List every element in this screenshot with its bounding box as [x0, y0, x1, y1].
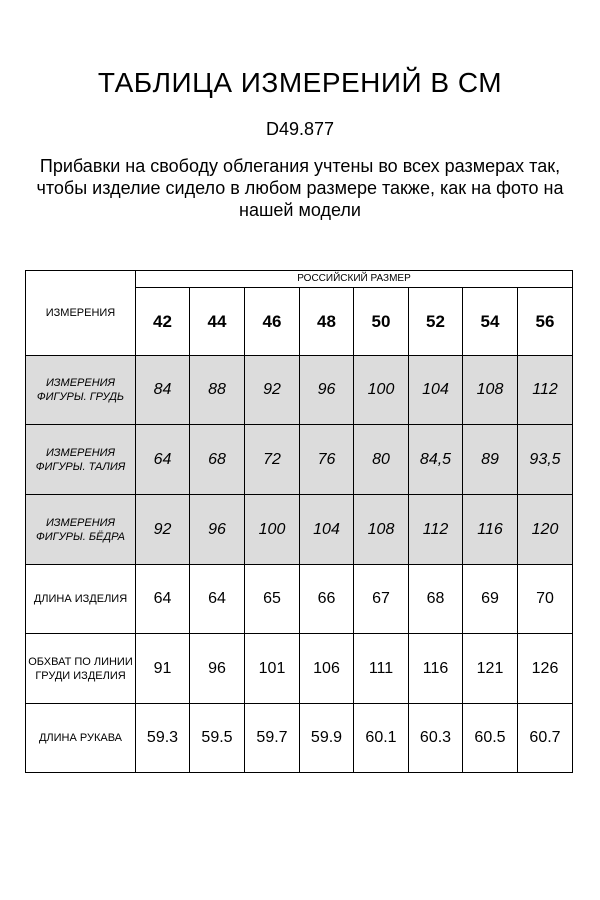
table-cell: 59.7: [245, 704, 300, 773]
table-cell: 100: [245, 495, 300, 565]
table-cell: 93,5: [518, 425, 573, 495]
size-header: 50: [354, 288, 409, 356]
table-cell: 121: [463, 634, 518, 704]
table-cell: 84,5: [409, 425, 463, 495]
size-header: 46: [245, 288, 300, 356]
size-header: 42: [136, 288, 190, 356]
size-header: 52: [409, 288, 463, 356]
table-cell: 116: [463, 495, 518, 565]
table-cell: 65: [245, 565, 300, 634]
table-cell: 76: [300, 425, 354, 495]
table-cell: 59.3: [136, 704, 190, 773]
table-cell: 88: [190, 356, 245, 425]
size-header: 44: [190, 288, 245, 356]
table-cell: 66: [300, 565, 354, 634]
table-cell: 59.9: [300, 704, 354, 773]
table-row: [26, 495, 573, 565]
table-cell: 111: [354, 634, 409, 704]
table-cell: 60.5: [463, 704, 518, 773]
table-cell: 92: [245, 356, 300, 425]
row-label: ОБХВАТ ПО ЛИНИИ ГРУДИ ИЗДЕЛИЯ: [26, 634, 136, 704]
table-cell: 106: [300, 634, 354, 704]
table-cell: 60.7: [518, 704, 573, 773]
table-cell: 96: [300, 356, 354, 425]
table-cell: 60.3: [409, 704, 463, 773]
table-cell: 69: [463, 565, 518, 634]
table-cell: 68: [190, 425, 245, 495]
table-cell: 96: [190, 634, 245, 704]
size-group-header: РОССИЙСКИЙ РАЗМЕР: [136, 271, 573, 288]
table-cell: 70: [518, 565, 573, 634]
table-cell: 101: [245, 634, 300, 704]
row-label: ИЗМЕРЕНИЯ ФИГУРЫ. ТАЛИЯ: [26, 425, 136, 495]
article-number: D49.877: [265, 119, 335, 139]
table-cell: 64: [136, 425, 190, 495]
row-label: ДЛИНА ИЗДЕЛИЯ: [26, 565, 136, 634]
fit-note: Прибавки на свободу облегания учтены во всех размерах так, чтобы изделие сидело в любом размере также, как на фото на нашей модели: [36, 156, 564, 220]
row-label: ИЗМЕРЕНИЯ ФИГУРЫ. БЁДРА: [26, 495, 136, 565]
table-cell: 100: [354, 356, 409, 425]
table-cell: 59.5: [190, 704, 245, 773]
table-cell: 104: [409, 356, 463, 425]
table-cell: 60.1: [354, 704, 409, 773]
table-row: [26, 565, 573, 634]
table-cell: 116: [409, 634, 463, 704]
table-cell: 112: [409, 495, 463, 565]
table-cell: 80: [354, 425, 409, 495]
table-cell: 126: [518, 634, 573, 704]
table-cell: 112: [518, 356, 573, 425]
table-row: [26, 704, 573, 773]
size-header: 48: [300, 288, 354, 356]
table-cell: 91: [136, 634, 190, 704]
table-cell: 108: [354, 495, 409, 565]
row-label: ИЗМЕРЕНИЯ ФИГУРЫ. ГРУДЬ: [26, 356, 136, 425]
table-cell: 108: [463, 356, 518, 425]
size-header: 54: [463, 288, 518, 356]
table-row: [26, 634, 573, 704]
table-row: [26, 356, 573, 425]
table-cell: 64: [136, 565, 190, 634]
table-cell: 96: [190, 495, 245, 565]
table-row: [26, 425, 573, 495]
table-cell: 92: [136, 495, 190, 565]
table-cell: 120: [518, 495, 573, 565]
table-cell: 104: [300, 495, 354, 565]
table-cell: 89: [463, 425, 518, 495]
table-cell: 72: [245, 425, 300, 495]
size-table: [25, 270, 573, 773]
table-cell: 67: [354, 565, 409, 634]
size-header: 56: [518, 288, 573, 356]
table-cell: 64: [190, 565, 245, 634]
table-cell: 84: [136, 356, 190, 425]
page-title: ТАБЛИЦА ИЗМЕРЕНИЙ В СМ: [97, 67, 503, 98]
table-cell: 68: [409, 565, 463, 634]
corner-header: ИЗМЕРЕНИЯ: [26, 271, 136, 356]
row-label: ДЛИНА РУКАВА: [26, 704, 136, 773]
